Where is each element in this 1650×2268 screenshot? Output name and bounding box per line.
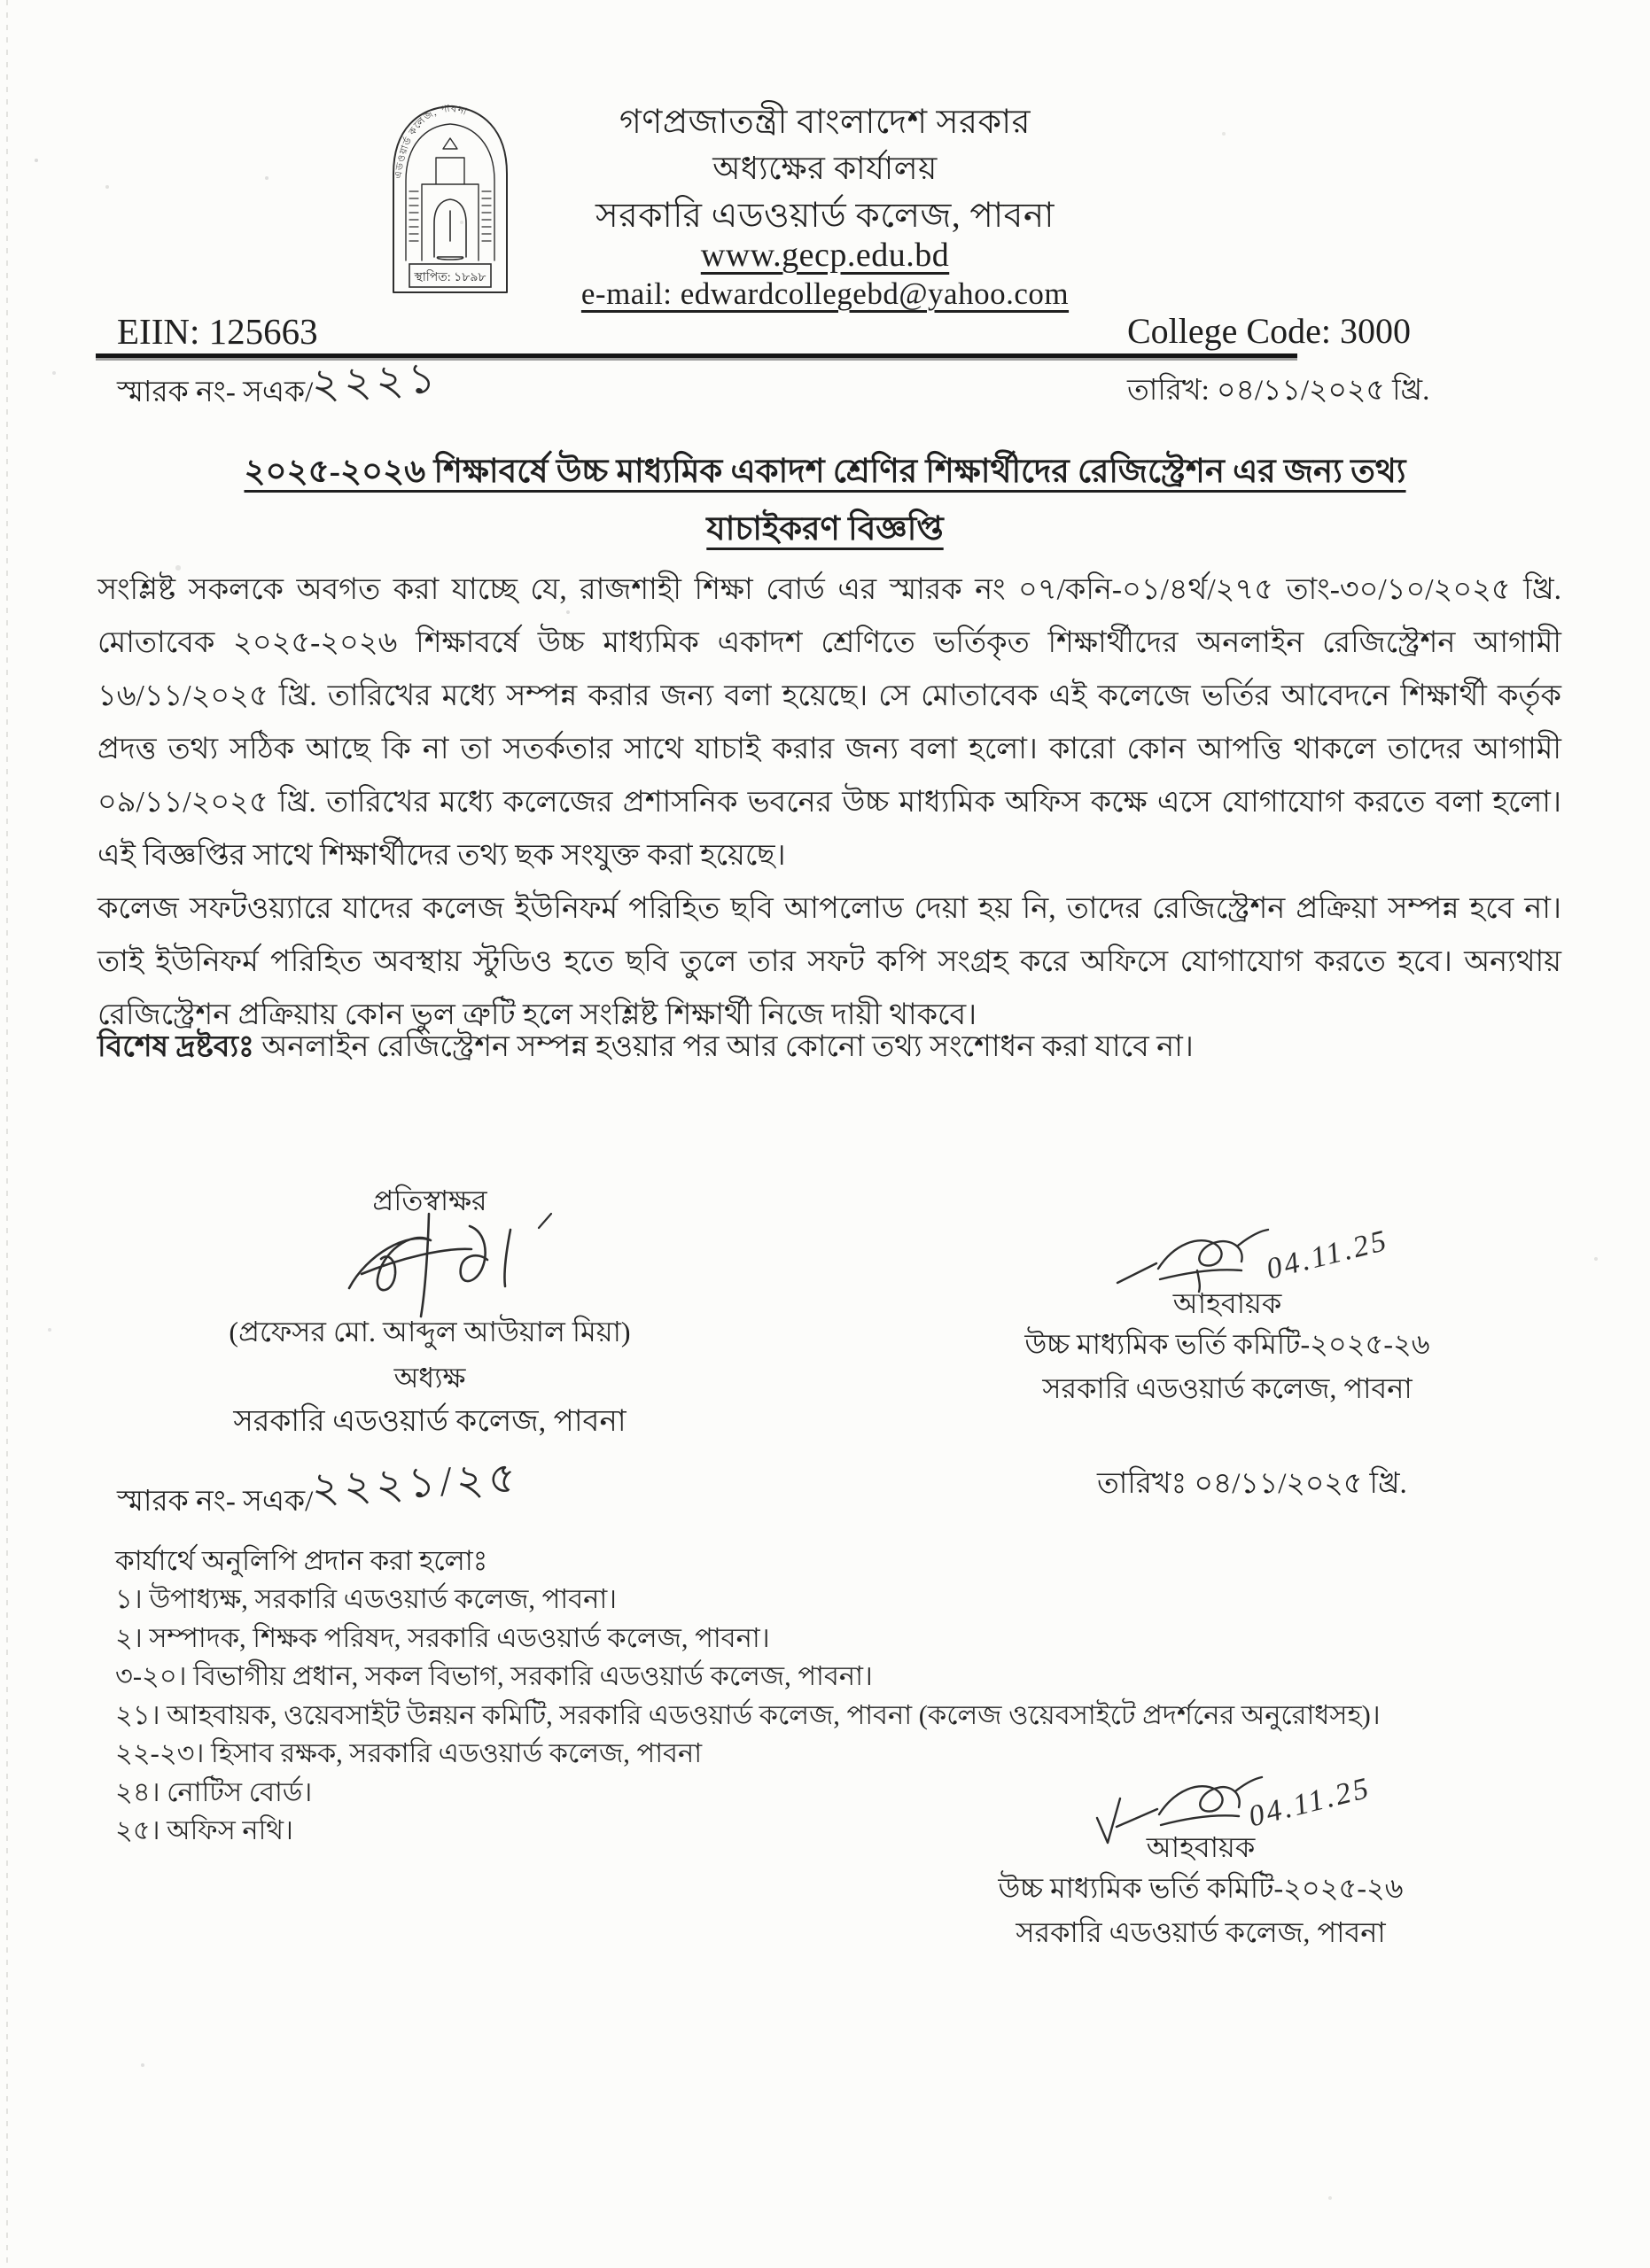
distribution-item: ২। সম্পাদক, শিক্ষক পরিষদ, সরকারি এডওয়ার্ড কলেজ, পাবনা।: [115, 1622, 770, 1653]
header-divider-line: [96, 353, 1297, 358]
principal-signature: [337, 1203, 558, 1327]
letterhead-college: সরকারি এডওয়ার্ড কলেজ, পাবনা: [595, 197, 1055, 235]
memo2-handwritten-number: ২২২১/২৫: [310, 1454, 522, 1512]
distribution-item: ২২-২৩। হিসাব রক্ষক, সরকারি এডওয়ার্ড কলেজ, পাবনা: [115, 1738, 703, 1768]
body-paragraph-1: সংশ্লিষ্ট সকলকে অবগত করা যাচ্ছে যে, রাজশাহী শিক্ষা বোর্ড এর স্মারক নং ০৭/কনি-০১/৪র্থ/২৭৫ তাং-৩০/১০/২০২৫ খ্রি. মোতাবেক ২০২৫-২০২৬ শিক্ষাবর্ষে উচ্চ মাধ্যমিক একাদশ শ্রেণিতে ভর্তিকৃত শিক্ষার্থীদের অনলাইন রেজিস্ট্রেশন আগামী ১৬/১১/২০২৫ খ্রি. তারিখের মধ্যে সম্পন্ন করার জন্য বলা হয়েছে। সে মোতাবেক এই কলেজে ভর্তির আবেদনে শিক্ষার্থী কর্তৃক প্রদত্ত তথ্য সঠিক আছে কি না তা সতর্কতার সাথে যাচাই করার জন্য বলা হলো। কারো কোন আপত্তি থাকলে তাদের আগামী ০৯/১১/২০২৫ খ্রি. তারিখের মধ্যে কলেজের প্রশাসনিক ভবনের উচ্চ মাধ্যমিক অফিস কক্ষে এসে যোগাযোগ করতে বলা হলো। এই বিজ্ঞপ্তির সাথে শিক্ষার্থীদের তথ্য ছক সংযুক্ত করা হয়েছে।: [97, 573, 1561, 872]
letterhead-government: গণপ্রজাতন্ত্রী বাংলাদেশ সরকার: [619, 104, 1031, 141]
convener-top-designation: আহবায়ক: [1172, 1287, 1282, 1319]
special-note: [97, 1021, 1561, 1074]
special-note-label: বিশেষ দ্রষ্টব্যঃ: [97, 1030, 254, 1063]
body-paragraph-2: কলেজ সফটওয়্যারে যাদের কলেজ ইউনিফর্ম পরিহিত ছবি আপলোড দেয়া হয় নি, তাদের রেজিস্ট্রেশন প্রক্রিয়া সম্পন্ন হবে না। তাই ইউনিফর্ম পরিহিত অবস্থায় স্টুডিও হতে ছবি তুলে তার সফট কপি সংগ্রহ করে অফিসে যোগাযোগ করতে হবে। অন্যথায় রেজিস্ট্রেশন প্রক্রিয়ায় কোন ভুল ত্রুটি হলে সংশ্লিষ্ট শিক্ষার্থী নিজে দায়ী থাকবে।: [97, 892, 1561, 1031]
distribution-item: ২৪। নোটিস বোর্ড।: [115, 1776, 313, 1807]
letterhead-email: e-mail: edwardcollegebd@yahoo.com: [580, 276, 1070, 311]
distribution-list: [115, 1581, 1586, 1851]
convener-bottom-handwritten-date: 04.11.25: [1245, 1771, 1374, 1834]
countersign-heading: প্রতিস্বাক্ষর: [372, 1184, 487, 1216]
convener-bottom-institution: সরকারি এডওয়ার্ড কলেজ, পাবনা: [1016, 1916, 1386, 1948]
distribution-item: ২১। আহবায়ক, ওয়েবসাইট উন্নয়ন কমিটি, সরকারি এডওয়ার্ড কলেজ, পাবনা (কলেজ ওয়েবসাইটে প্রদর্শনের অনুরোধসহ)।: [115, 1699, 1381, 1730]
letterhead-office: অধ্যক্ষের কার্যালয়: [712, 151, 938, 186]
memo-number-handwritten: ২২২১: [310, 354, 441, 408]
memo2-label: স্মারক নং- সএক/: [117, 1486, 314, 1518]
college-code: College Code: 3000: [1127, 311, 1411, 351]
distribution-item: ৩-২০। বিভাগীয় প্রধান, সকল বিভাগ, সরকারি এডওয়ার্ড কলেজ, পাবনা।: [115, 1661, 873, 1691]
convener-bottom-designation: আহবায়ক: [1146, 1831, 1256, 1863]
convener-top-date-line: তারিখঃ ০৪/১১/২০২৫ খ্রি.: [1097, 1468, 1407, 1500]
memo-number-label: স্মারক নং- সএক/: [117, 377, 314, 408]
countersign-name: (প্রফেসর মো. আব্দুল আউয়াল মিয়া): [229, 1316, 631, 1348]
countersign-designation: অধ্যক্ষ: [393, 1362, 466, 1394]
seal-arc-text: এডওয়ার্ড কলেজ, পাবনা: [393, 103, 470, 180]
special-note-text: অনলাইন রেজিস্ট্রেশন সম্পন্ন হওয়ার পর আর কোনো তথ্য সংশোধন করা যাবে না।: [261, 1030, 1194, 1063]
distribution-item: ১। উপাধ্যক্ষ, সরকারি এডওয়ার্ড কলেজ, পাবনা।: [115, 1584, 618, 1614]
seal-established-text: স্থাপিত: ১৮৯৮: [414, 271, 486, 284]
convener-bottom-committee: উচ্চ মাধ্যমিক ভর্তি কমিটি-২০২৫-২৬: [998, 1872, 1404, 1904]
memo-date: তারিখ: ০৪/১১/২০২৫ খ্রি.: [1127, 375, 1430, 407]
eiin-number: EIIN: 125663: [117, 311, 318, 352]
distribution-item: ২৫। অফিস নথি।: [115, 1815, 293, 1845]
letterhead-website: www.gecp.edu.bd: [700, 237, 950, 274]
notice-title-line1: ২০২৫-২০২৬ শিক্ষাবর্ষে উচ্চ মাধ্যমিক একাদশ শ্রেণির শিক্ষার্থীদের রেজিস্ট্রেশন এর জন্য তথ্য: [244, 454, 1406, 490]
scan-noise: [0, 0, 2, 2]
convener-top-committee: উচ্চ মাধ্যমিক ভর্তি কমিটি-২০২৫-২৬: [1024, 1328, 1430, 1360]
notice-title-line2: যাচাইকরণ বিজ্ঞপ্তি: [706, 511, 944, 548]
convener-top-institution: সরকারি এডওয়ার্ড কলেজ, পাবনা: [1042, 1372, 1413, 1404]
distribution-heading: কার্যার্থে অনুলিপি প্রদান করা হলোঃ: [115, 1545, 488, 1576]
convener-top-handwritten-date: 04.11.25: [1263, 1223, 1392, 1286]
countersign-institution: সরকারি এডওয়ার্ড কলেজ, পাবনা: [233, 1405, 627, 1438]
